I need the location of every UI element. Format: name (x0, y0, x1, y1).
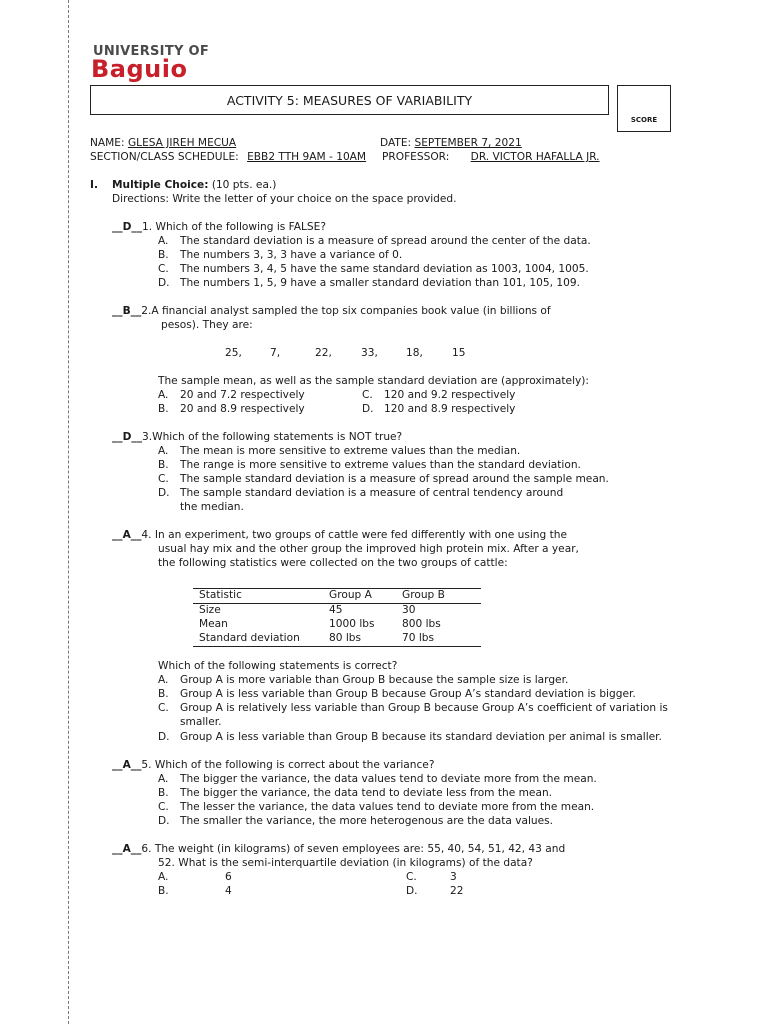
question-5-stem: __A__5. Which of the following is correct about the variance? (112, 759, 435, 771)
answer-blank-5: __A__ (112, 759, 142, 771)
choice-letter: B. (158, 249, 169, 261)
question-6-stem: __A__6. The weight (in kilograms) of seven employees are: 55, 40, 54, 51, 42, 43 and (112, 843, 566, 855)
answer-blank-3: __D__ (112, 431, 142, 443)
choice-text: The range is more sensitive to extreme values than the standard deviation. (180, 459, 581, 471)
choice-letter: D. (406, 885, 418, 897)
score-box (617, 85, 671, 132)
choice-text: 20 and 7.2 respectively (180, 389, 305, 401)
choice-letter: A. (158, 871, 169, 883)
question-2-stem: __B__2.A financial analyst sampled the top six companies book value (in billions of (112, 305, 551, 317)
section-number: I. (90, 179, 98, 191)
question-4-text-cont: usual hay mix and the other group the improved high protein mix. After a year, (158, 543, 579, 555)
choice-text: 3 (450, 871, 457, 883)
choice-text-cont: the median. (180, 501, 244, 513)
data-value: 7, (270, 347, 281, 359)
choice-text: The bigger the variance, the data values tend to deviate more from the mean. (180, 773, 597, 785)
choice-text: 4 (225, 885, 232, 897)
choice-text: The standard deviation is a measure of spread around the center of the data. (180, 235, 591, 247)
date-line (380, 137, 522, 149)
choice-letter: D. (158, 277, 170, 289)
answer-blank-2: __B__ (112, 305, 142, 317)
section-heading: Multiple Choice: (112, 179, 209, 191)
page-margin-dashed-line (68, 0, 69, 1024)
choice-letter: A. (158, 389, 169, 401)
choice-letter: D. (158, 815, 170, 827)
score-label: SCORE (630, 116, 658, 124)
answer-blank-6: __A__ (112, 843, 142, 855)
choice-letter: A. (158, 773, 169, 785)
choice-text: 120 and 9.2 respectively (384, 389, 516, 401)
choice-letter: B. (158, 459, 169, 471)
table-header-cell: Statistic (199, 589, 242, 601)
data-value: 18, (406, 347, 423, 359)
choice-letter: D. (158, 731, 170, 743)
question-6-text: The weight (in kilograms) of seven employees are: 55, 40, 54, 51, 42, 43 and (154, 843, 566, 855)
table-cell: Standard deviation (199, 632, 300, 644)
choice-letter: B. (158, 688, 169, 700)
date-label: DATE: (380, 137, 412, 149)
table-rule-bottom (193, 646, 481, 647)
table-cell: Mean (199, 618, 228, 630)
choice-text: 6 (225, 871, 232, 883)
professor-value: DR. VICTOR HAFALLA JR. (470, 151, 600, 163)
activity-title: ACTIVITY 5: MEASURES OF VARIABILITY (226, 92, 473, 108)
choice-text: The sample standard deviation is a measure of central tendency around (180, 487, 564, 499)
question-1-text: Which of the following is FALSE? (155, 221, 326, 233)
choice-letter: B. (158, 403, 169, 415)
question-4-text-cont: the following statistics were collected on the two groups of cattle: (158, 557, 508, 569)
data-value: 33, (361, 347, 378, 359)
question-4-prompt: Which of the following statements is correct? (158, 660, 398, 672)
choice-text: Group A is less variable than Group B because its standard deviation per animal is smaller. (180, 731, 662, 743)
name-line (90, 137, 373, 149)
choice-letter: B. (158, 787, 169, 799)
question-5-text: Which of the following is correct about the variance? (154, 759, 435, 771)
table-header-cell: Group A (329, 589, 372, 601)
choice-text: The smaller the variance, the more heterogenous are the data values. (180, 815, 554, 827)
choice-text: The numbers 3, 3, 3 have a variance of 0. (180, 249, 403, 261)
choice-text: The numbers 3, 4, 5 have the same standard deviation as 1003, 1004, 1005. (180, 263, 589, 275)
answer-blank-4: __A__ (112, 529, 142, 541)
data-value: 22, (315, 347, 332, 359)
question-3-stem: __D__3.Which of the following statements is NOT true? (112, 431, 403, 443)
name-label: NAME: (90, 137, 125, 149)
section-value: EBB2 TTH 9AM - 10AM (247, 151, 367, 163)
choice-letter: B. (158, 885, 169, 897)
table-cell: 45 (329, 604, 343, 616)
question-2-prompt: The sample mean, as well as the sample standard deviation are (approximately): (158, 375, 589, 387)
data-value: 25, (225, 347, 242, 359)
choice-text: Group A is less variable than Group B because Group A’s standard deviation is bigger. (180, 688, 636, 700)
choice-text: The lesser the variance, the data values tend to deviate more from the mean. (180, 801, 595, 813)
table-cell: Size (199, 604, 221, 616)
choice-text: The bigger the variance, the data tend to deviate less from the mean. (180, 787, 553, 799)
choice-letter: C. (158, 263, 169, 275)
choice-letter: C. (158, 473, 169, 485)
table-cell: 1000 lbs (329, 618, 375, 630)
professor-line (382, 151, 600, 163)
choice-text: Group A is more variable than Group B because the sample size is larger. (180, 674, 569, 686)
choice-letter: C. (406, 871, 417, 883)
table-cell: 80 lbs (329, 632, 362, 644)
question-4-text: In an experiment, two groups of cattle were fed differently with one using the (154, 529, 567, 541)
choice-letter: C. (158, 702, 169, 714)
section-line (90, 151, 370, 163)
choice-text: The mean is more sensitive to extreme values than the median. (180, 445, 521, 457)
question-2-text-cont: pesos). They are: (161, 319, 253, 331)
choice-letter: C. (158, 801, 169, 813)
section-points: (10 pts. ea.) (211, 179, 277, 191)
section-heading-line (112, 179, 276, 191)
choice-text: 120 and 8.9 respectively (384, 403, 516, 415)
table-cell: 70 lbs (402, 632, 435, 644)
question-4-stem: __A__4. In an experiment, two groups of cattle were fed differently with one using the (112, 529, 567, 541)
choice-letter: A. (158, 445, 169, 457)
question-6-text-cont: 52. What is the semi-interquartile deviation (in kilograms) of the data? (158, 857, 533, 869)
date-value: SEPTEMBER 7, 2021 (414, 137, 522, 149)
section-label: SECTION/CLASS SCHEDULE: (90, 151, 239, 163)
data-value: 15 (452, 347, 466, 359)
choice-letter: D. (362, 403, 374, 415)
answer-blank-1: __D__ (112, 221, 142, 233)
logo-university-of: UNIVERSITY OF (93, 44, 210, 59)
professor-label: PROFESSOR: (382, 151, 450, 163)
choice-text: The sample standard deviation is a measure of spread around the sample mean. (180, 473, 609, 485)
choice-letter: A. (158, 235, 169, 247)
choice-letter: D. (158, 487, 170, 499)
table-header-cell: Group B (402, 589, 445, 601)
choice-letter: A. (158, 674, 169, 686)
question-2-text: A financial analyst sampled the top six companies book value (in billions of (151, 305, 551, 317)
question-3-text: Which of the following statements is NOT true? (152, 431, 403, 443)
question-1-stem: __D__1. Which of the following is FALSE? (112, 221, 326, 233)
directions: Directions: Write the letter of your choice on the space provided. (112, 193, 457, 205)
choice-text: Group A is relatively less variable than Group B because Group A’s coefficient of variation is (180, 702, 668, 714)
name-value: GLESA JIREH MECUA (127, 137, 237, 149)
logo-baguio: Baguio (91, 55, 188, 83)
choice-text-cont: smaller. (180, 716, 222, 728)
choice-text: 22 (450, 885, 464, 897)
choice-text: 20 and 8.9 respectively (180, 403, 305, 415)
table-cell: 30 (402, 604, 416, 616)
table-cell: 800 lbs (402, 618, 441, 630)
choice-text: The numbers 1, 5, 9 have a smaller standard deviation than 101, 105, 109. (180, 277, 580, 289)
choice-letter: C. (362, 389, 373, 401)
activity-title-box (90, 85, 609, 115)
